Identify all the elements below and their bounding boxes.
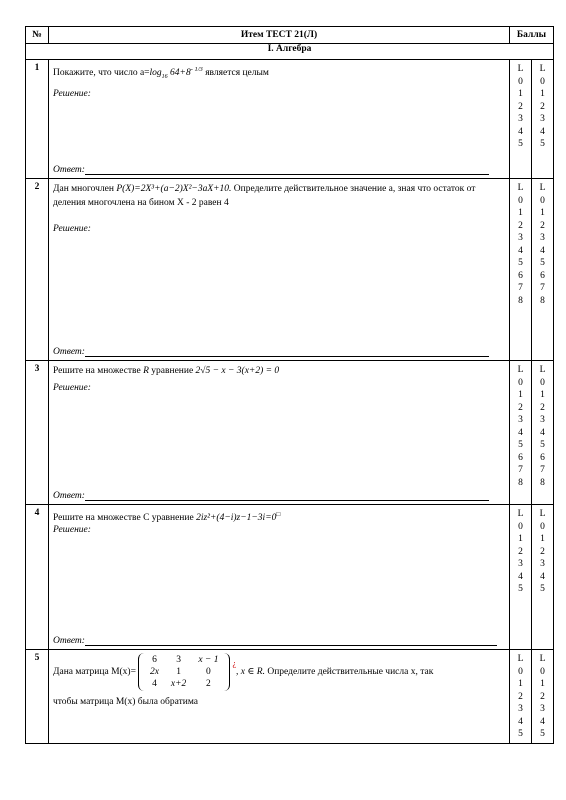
solution-label: Решение:	[53, 525, 91, 536]
score-value: 3	[518, 114, 523, 124]
score-value: 5	[540, 440, 545, 450]
score-value: 0	[518, 195, 523, 206]
question-cell	[49, 179, 510, 361]
score-value: 4	[540, 571, 545, 582]
score-value: L	[539, 64, 546, 74]
score-value: 5	[540, 139, 545, 149]
score-value: 1	[540, 208, 545, 218]
score-value: 2	[518, 402, 523, 413]
solution-label: Решение:	[53, 224, 91, 234]
score-column-2	[532, 60, 554, 179]
question-number: 3	[26, 361, 49, 505]
question-number: 2	[26, 179, 49, 361]
score-value: 0	[540, 377, 545, 388]
score-value: 3	[540, 233, 545, 243]
question-row	[26, 60, 554, 179]
header-points: Баллы	[510, 27, 554, 44]
score-column-1	[510, 361, 532, 505]
answer-line: Ответ:	[53, 636, 497, 646]
answer-line: Ответ:	[53, 347, 489, 357]
score-value: 2	[518, 546, 523, 557]
score-value: 1	[540, 89, 545, 99]
score-value: 2	[518, 101, 523, 112]
score-value: 1	[518, 208, 523, 218]
score-column-1	[510, 60, 532, 179]
question-number: 5	[26, 650, 49, 744]
score-value: 2	[540, 546, 545, 557]
score-column-1	[510, 650, 532, 744]
score-value: 0	[518, 521, 523, 532]
score-value: 1	[518, 534, 523, 544]
score-value: 3	[518, 415, 523, 425]
score-value: 3	[540, 114, 545, 124]
question-prompt: Покажите, что число $a=\log_{16}$ $64+8^{- 1/3}$ является целым	[53, 66, 269, 81]
score-value: 8	[540, 295, 545, 306]
score-value: 6	[540, 270, 545, 281]
score-column-2	[532, 179, 554, 361]
score-value: 4	[518, 245, 523, 256]
score-value: 3	[518, 559, 523, 569]
question-prompt: Дана матрица M(x)= 6 3 x − 1 2x 1 0 4 x+2 2 ¿, x ∈ R. Определите действительные числа x, так	[53, 655, 434, 689]
score-value: 4	[518, 427, 523, 438]
score-value: 6	[540, 452, 545, 463]
score-value: 4	[540, 126, 545, 137]
score-value: 8	[518, 477, 523, 488]
score-column-1	[510, 179, 532, 361]
answer-line: Ответ:	[53, 491, 489, 501]
score-value: 4	[540, 427, 545, 438]
score-value: L	[517, 654, 524, 664]
score-value: 1	[540, 679, 545, 689]
score-value: 3	[540, 704, 545, 714]
score-value: 4	[540, 716, 545, 727]
score-value: 5	[518, 139, 523, 149]
score-value: 0	[540, 521, 545, 532]
question-prompt: Решите на множестве C уравнение 2iz²+(4−i)z−1−3i=0□	[53, 511, 281, 524]
score-value: 4	[518, 571, 523, 582]
score-value: 1	[518, 390, 523, 400]
score-value: 5	[518, 729, 523, 739]
score-value: 5	[518, 258, 523, 268]
matrix: 6 3 x − 1 2x 1 0 4 x+2 2	[138, 653, 231, 691]
score-value: 3	[540, 559, 545, 569]
score-column-2	[532, 505, 554, 650]
score-value: 0	[540, 666, 545, 677]
score-value: 0	[540, 195, 545, 206]
question-prompt-line2: чтобы матрица M(x) была обратима	[53, 697, 198, 707]
score-column-1	[510, 505, 532, 650]
question-number: 4	[26, 505, 49, 650]
score-value: 2	[540, 402, 545, 413]
score-value: 2	[540, 220, 545, 231]
score-value: 5	[518, 584, 523, 594]
header-num: №	[26, 27, 49, 44]
solution-label: Решение:	[53, 383, 91, 393]
question-row	[26, 505, 554, 650]
score-value: 3	[518, 233, 523, 243]
question-row	[26, 361, 554, 505]
score-value: L	[517, 509, 524, 519]
score-value: 3	[518, 704, 523, 714]
score-value: 0	[518, 76, 523, 87]
section-row	[26, 44, 554, 60]
score-value: 8	[518, 295, 523, 306]
score-column-2	[532, 361, 554, 505]
formula: P(X)=2X³+(a−2)X²−3aX+10.	[116, 184, 232, 194]
question-prompt: Дан многочлен P(X)=2X³+(a−2)X²−3aX+10. Определите действительное значение a, зная что остаток от деления многочлена на бином X - 2 равен 4	[53, 184, 476, 208]
score-value: 2	[518, 691, 523, 702]
score-value: L	[517, 183, 524, 193]
score-value: 2	[540, 101, 545, 112]
score-value: 7	[540, 283, 545, 293]
score-value: 4	[518, 716, 523, 727]
score-value: L	[539, 654, 546, 664]
score-value: L	[539, 183, 546, 193]
solution-label: Решение:	[53, 89, 91, 100]
score-value: 5	[518, 440, 523, 450]
score-value: 4	[540, 245, 545, 256]
formula: $\log_{16} 64+8^{- 1/3}$	[149, 66, 203, 81]
question-cell	[49, 650, 510, 744]
score-column-2	[532, 650, 554, 744]
question-row	[26, 650, 554, 744]
header-row	[26, 27, 554, 44]
score-value: 4	[518, 126, 523, 137]
score-value: 7	[540, 465, 545, 475]
score-value: L	[539, 509, 546, 519]
score-value: 2	[518, 220, 523, 231]
score-value: 1	[540, 534, 545, 544]
question-row	[26, 179, 554, 361]
score-value: 3	[540, 415, 545, 425]
score-value: L	[539, 365, 546, 375]
score-value: 0	[540, 76, 545, 87]
section-title: I. Алгебра	[26, 44, 554, 60]
score-value: 1	[518, 89, 523, 99]
score-value: 6	[518, 452, 523, 463]
question-prompt: Решите на множестве R уравнение 2√5 − x − 3(x+2) = 0	[53, 366, 280, 376]
question-cell	[49, 505, 510, 650]
question-cell	[49, 361, 510, 505]
formula: 2iz²+(4−i)z−1−3i=0	[196, 513, 277, 524]
score-value: 6	[518, 270, 523, 281]
score-value: 0	[518, 377, 523, 388]
score-value: 5	[540, 584, 545, 594]
question-cell	[49, 60, 510, 179]
test-table	[25, 26, 554, 744]
score-value: 0	[518, 666, 523, 677]
score-value: 1	[540, 390, 545, 400]
score-value: 5	[540, 258, 545, 268]
score-value: 7	[518, 283, 523, 293]
formula: 2√5 − x − 3(x+2) = 0	[195, 366, 280, 376]
answer-line: Ответ:	[53, 165, 489, 175]
score-value: L	[517, 365, 524, 375]
score-value: 8	[540, 477, 545, 488]
question-number: 1	[26, 60, 49, 179]
score-value: 5	[540, 729, 545, 739]
score-value: 1	[518, 679, 523, 689]
score-value: 2	[540, 691, 545, 702]
score-value: L	[517, 64, 524, 74]
header-title: Итем ТЕСТ 21(Л)	[49, 27, 510, 44]
score-value: 7	[518, 465, 523, 475]
